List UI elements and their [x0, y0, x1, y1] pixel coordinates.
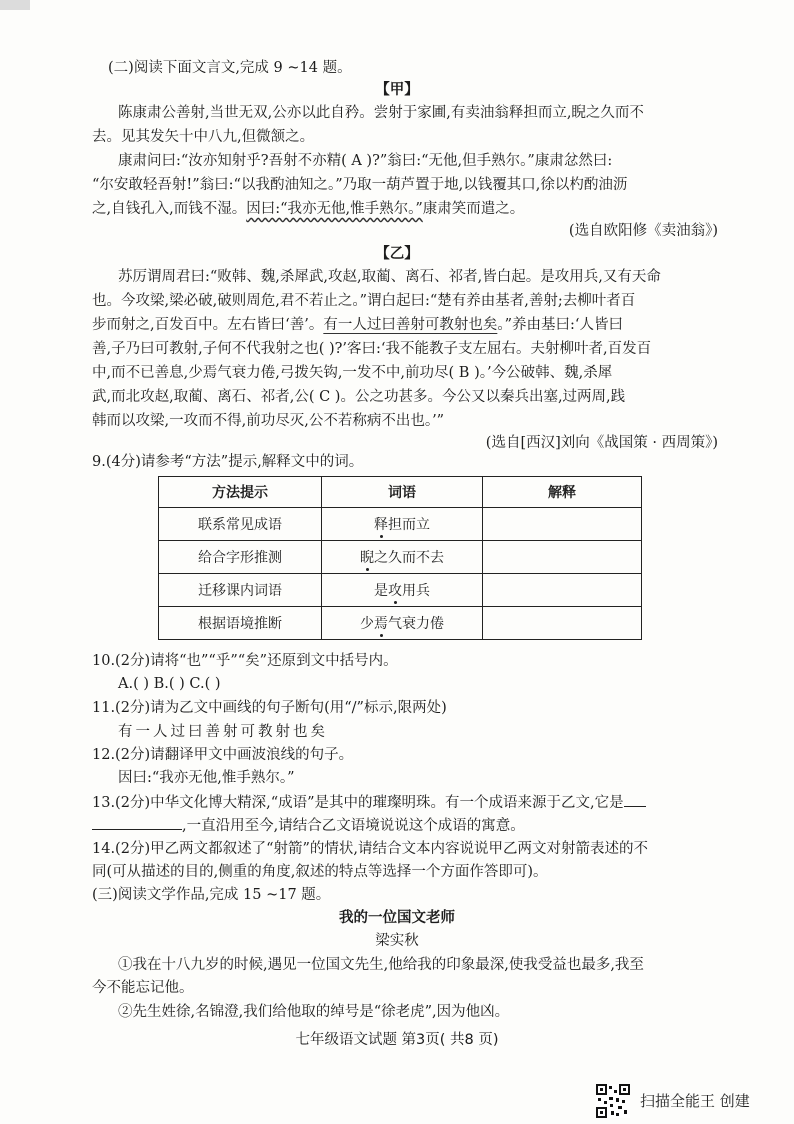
- q12-stem: 12.(2分)请翻译甲文中画波浪线的句子。: [92, 747, 354, 763]
- answer-cell[interactable]: [483, 607, 642, 640]
- answer-cell[interactable]: [483, 508, 642, 541]
- jia-line-2: 去。见其发矢十中八九,但微颔之。: [92, 129, 315, 145]
- yi-line-4: 善,子乃曰可教射,子何不代我射之也( )?’客曰:‘我不能教子支左屈右。夫射柳叶者,百发百: [92, 341, 652, 357]
- table-row: [159, 541, 642, 574]
- section-2-title: (二)阅读下面文言文,完成 9 ~14 题。: [108, 60, 352, 76]
- method-cell: 迁移课内词语: [159, 574, 322, 607]
- jia-wavy-sentence: 因曰:“我亦无他,惟手熟尔。”: [246, 201, 423, 217]
- q11-stem: 11.(2分)请为乙文中画线的句子断句(用“/”标示,限两处): [92, 700, 447, 716]
- method-cell: 给合字形推测: [159, 541, 322, 574]
- q11-sentence: 有一人过曰善射可教射也矣: [118, 724, 328, 740]
- jia-heading: 【甲】: [375, 81, 419, 98]
- yi-line-3: 步而射之,百发百中。左右皆曰‘善’。有一人过曰善射可教射也矣。”养由基曰:‘人皆曰: [92, 317, 623, 333]
- qr-code-icon: [596, 1084, 630, 1118]
- answer-cell[interactable]: [483, 574, 642, 607]
- word-cell: 睨之久而不去: [322, 541, 483, 574]
- q13-blank[interactable]: [92, 815, 182, 830]
- q9-stem: 9.(4分)请参考“方法”提示,解释文中的词。: [92, 454, 364, 470]
- answer-cell[interactable]: [483, 541, 642, 574]
- word-cell: 少焉气衰力倦: [322, 607, 483, 640]
- q13-line-2: ,一直沿用至今,请结合乙文语境说说这个成语的寓意。: [92, 815, 525, 836]
- essay-author: 梁实秋: [375, 933, 419, 949]
- yi-heading: 【乙】: [375, 245, 419, 262]
- yi-line-7: 韩而以攻梁,一攻而不得,前功尽灭,公不若称病不出也。’”: [92, 413, 445, 429]
- jia-line-3: 康肃问曰:“汝亦知射乎?吾射不亦精( A )?”翁曰:“无他,但手熟尔。”康肃忿然曰:: [118, 153, 613, 169]
- vocab-table: [158, 476, 642, 640]
- method-cell: 联系常见成语: [159, 508, 322, 541]
- scanner-watermark: 扫描全能王 创建: [640, 1092, 750, 1110]
- q10-options: A.( ) B.( ) C.( ): [118, 676, 221, 692]
- header-word: 词语: [322, 477, 483, 508]
- essay-title: 我的一位国文老师: [339, 910, 455, 926]
- yi-source: (选自[西汉]刘向《战国策 · 西周策》): [485, 435, 718, 451]
- header-method: 方法提示: [159, 477, 322, 508]
- vocab-table-header: [159, 477, 642, 508]
- q13-line-1: 13.(2分)中华文化博大精深,“成语”是其中的璀璨明珠。有一个成语来源于乙文,它是: [92, 792, 646, 813]
- essay-para-1-line-1: ①我在十八九岁的时候,遇见一位国文先生,他给我的印象最深,使我受益也最多,我至: [118, 957, 644, 973]
- header-explanation: 解释: [483, 477, 642, 508]
- word-cell: 释担而立: [322, 508, 483, 541]
- word-cell: 是攻用兵: [322, 574, 483, 607]
- jia-line-5: 之,自钱孔入,而钱不湿。因曰:“我亦无他,惟手熟尔。”康肃笑而遣之。: [92, 201, 525, 217]
- method-cell: 根据语境推断: [159, 607, 322, 640]
- scan-corner-mark: [0, 0, 30, 10]
- jia-source: (选自欧阳修《卖油翁》): [568, 223, 718, 239]
- yi-line-5: 中,而不已善息,少焉气衰力倦,弓拨矢钩,一发不中,前功尽( B )。’今公破韩、魏,杀犀: [92, 365, 613, 381]
- q14-line-2: 同(可从描述的目的,侧重的角度,叙述的特点等选择一个方面作答即可)。: [92, 864, 548, 880]
- yi-line-6: 武,而北攻赵,取蔺、离石、祁者,公( C )。公之功甚多。今公又以秦兵出塞,过两周,践: [92, 389, 626, 405]
- q13-blank-start[interactable]: [624, 792, 646, 807]
- table-row: [159, 508, 642, 541]
- section-3-title: (三)阅读文学作品,完成 15 ~17 题。: [92, 887, 331, 903]
- q14-line-1: 14.(2分)甲乙两文都叙述了“射箭”的情状,请结合文本内容说说甲乙两文对射箭表述的不: [92, 841, 649, 857]
- table-row: [159, 607, 642, 640]
- jia-line-4: “尔安敢轻吾射!”翁曰:“以我酌油知之。”乃取一葫芦置于地,以钱覆其口,徐以杓酌油沥: [92, 177, 628, 193]
- table-row: [159, 574, 642, 607]
- q12-sentence: 因曰:“我亦无他,惟手熟尔。”: [118, 770, 295, 786]
- page-footer: 七年级语文试题 第3页( 共8 页): [295, 1032, 499, 1048]
- yi-line-1: 苏厉谓周君曰:“败韩、魏,杀犀武,攻赵,取蔺、离石、祁者,皆白起。是攻用兵,又有天命: [118, 269, 661, 285]
- yi-underlined-sentence: 有一人过曰善射可教射也矣: [323, 317, 498, 333]
- essay-para-2: ②先生姓徐,名锦澄,我们给他取的绰号是“徐老虎”,因为他凶。: [118, 1004, 510, 1020]
- jia-line-1: 陈康肃公善射,当世无双,公亦以此自矜。尝射于家圃,有卖油翁释担而立,睨之久而不: [118, 105, 644, 121]
- essay-para-1-line-2: 今不能忘记他。: [92, 980, 194, 996]
- yi-line-2: 也。今攻梁,梁必破,破则周危,君不若止之。”谓白起曰:“楚有养由基者,善射;去柳叶者百: [92, 293, 636, 309]
- q10-stem: 10.(2分)请将“也”“乎”“矣”还原到文中括号内。: [92, 653, 398, 669]
